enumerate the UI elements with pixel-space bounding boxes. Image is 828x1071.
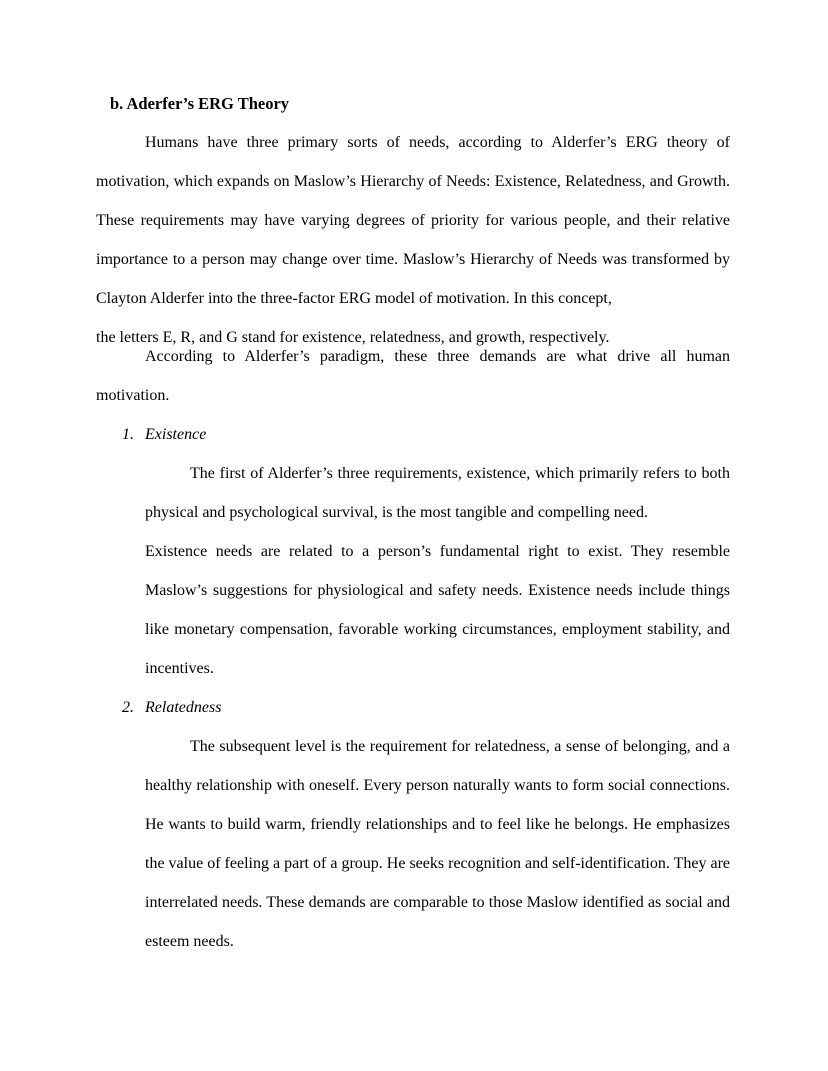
list-item-title: Relatedness <box>145 699 222 716</box>
section-heading: b. Aderfer’s ERG Theory <box>110 94 290 113</box>
intro-paragraph-1: Humans have three primary sorts of needs, according to Alderfer’s ERG theory of motivation, which expands on Maslow’s Hierarchy of Needs: Existence, Relatedness, and Growth. These requirements may have varying degrees of priority for various people, and their relative importance to a person may change over time. Maslow’s Hierarchy of Needs was transformed by Clayton Alderfer into the three-factor ERG model of motivation. In this concept, <box>96 134 730 307</box>
intro-paragraph-3: According to Alderfer’s paradigm, these three demands are what drive all human motivation. <box>96 348 730 404</box>
list-item-paragraph: Existence needs are related to a person’s fundamental right to exist. They resemble Maslow’s suggestions for physiological and safety needs. Existence needs include things like monetary compensation, favorable working circumstances, employment stability, and incentives. <box>145 543 730 677</box>
list-item-body <box>145 454 730 688</box>
list-item-paragraph: The first of Alderfer’s three requirements, existence, which primarily refers to both physical and psychological survival, is the most tangible and compelling need. <box>145 465 730 521</box>
list-item-number: 2. <box>122 699 134 716</box>
list-item-heading <box>122 688 730 727</box>
list-item-heading <box>122 415 730 454</box>
list-item-number: 1. <box>122 426 134 443</box>
list-item-relatedness <box>122 688 730 961</box>
list-item-body <box>145 727 730 961</box>
list-item-existence <box>122 415 730 688</box>
list-item-paragraph: The subsequent level is the requirement for relatedness, a sense of belonging, and a healthy relationship with oneself. Every person naturally wants to form social connections. He wants to build warm, friendly relationships and to feel like he belongs. He emphasizes the value of feeling a part of a group. He seeks recognition and self-identification. They are interrelated needs. These demands are comparable to those Maslow identified as social and esteem needs. <box>145 738 730 950</box>
list-item-title: Existence <box>145 426 207 443</box>
intro-paragraph-2: the letters E, R, and G stand for existence, relatedness, and growth, respectively. <box>96 329 610 346</box>
